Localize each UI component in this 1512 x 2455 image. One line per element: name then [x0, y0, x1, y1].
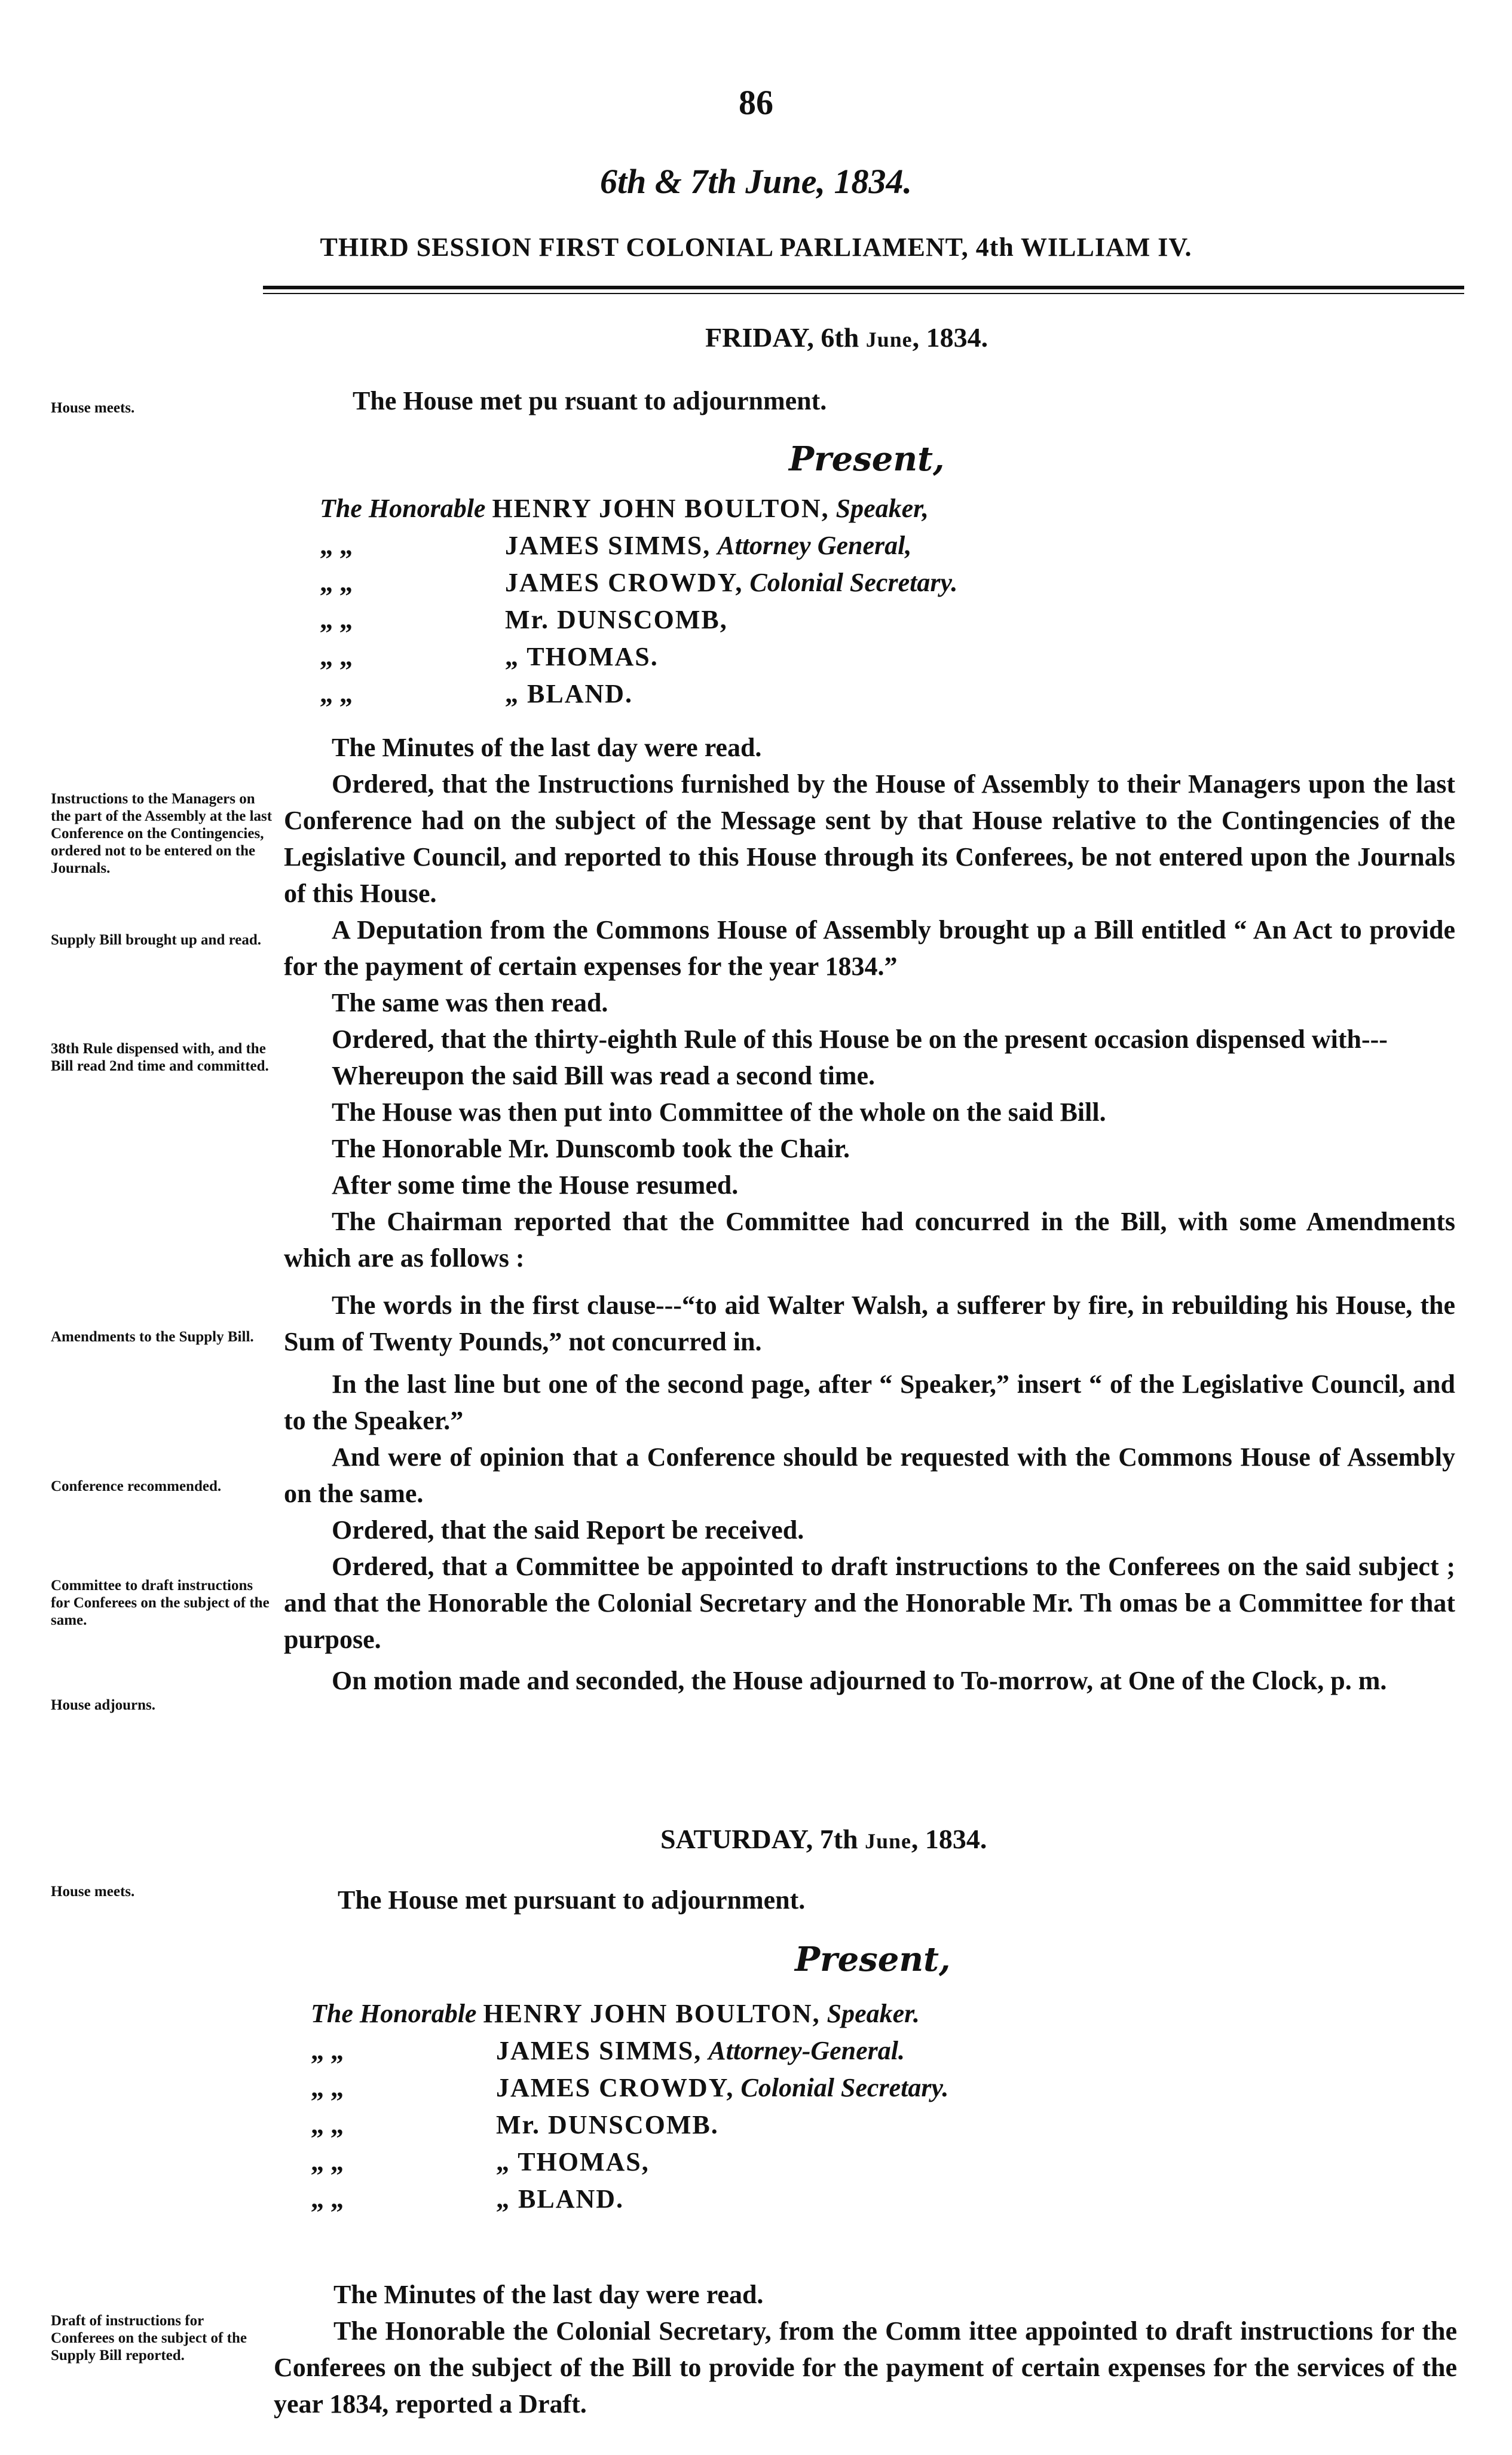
- margin-note-rule-38: 38th Rule dispensed with, and the Bill read 2nd time and committed.: [51, 1041, 269, 1074]
- present-member: „ „ Mr. DUNSCOMB,: [320, 605, 728, 634]
- friday-present-list: [320, 490, 957, 713]
- paragraph: In the last line but one of the second page, after “ Speaker,” insert “ of the Legislative Council, and to the Speaker.”: [284, 1369, 1455, 1435]
- page-date-title: 6th & 7th June, 1834.: [599, 162, 913, 201]
- paragraph: Ordered, that the Instructions furnished by the House of Assembly to their Managers upon the last Conference had on the subject of the Message sent by that House relative to the Contingencies of the Legislative Council, and reported to this House through its Conferees, be not entered upon the Journals of this House.: [284, 769, 1455, 908]
- session-title: THIRD SESSION FIRST COLONIAL PARLIAMENT, 4th WILLIAM IV.: [320, 233, 1192, 262]
- present-member: „ „ „ THOMAS,: [311, 2147, 650, 2176]
- friday-body: [284, 729, 1455, 1699]
- margin-note-amendments: Amendments to the Supply Bill.: [51, 1329, 254, 1345]
- friday-present-label: Present,: [789, 439, 945, 479]
- page-number: 86: [739, 83, 773, 122]
- paragraph: Whereupon the said Bill was read a second time.: [332, 1061, 875, 1090]
- paragraph: The Chairman reported that the Committee had concurred in the Bill, with some Amendments which are as follows :: [284, 1207, 1455, 1273]
- friday-heading: FRIDAY, 6th June, 1834.: [705, 322, 988, 353]
- present-member: „ „ Mr. DUNSCOMB.: [311, 2110, 719, 2139]
- paragraph: The same was then read.: [332, 988, 608, 1017]
- margin-note-house-meets-saturday: House meets.: [51, 1884, 135, 1900]
- paragraph: After some time the House resumed.: [332, 1170, 739, 1200]
- paragraph: On motion made and seconded, the House adjourned to To-morrow, at One of the Clock, p. m.: [332, 1666, 1387, 1695]
- present-member: „ „ JAMES CROWDY, Colonial Secretary.: [311, 2073, 949, 2102]
- header-rule-thin: [263, 293, 1464, 294]
- saturday-present-label: Present,: [795, 1940, 951, 1979]
- saturday-heading: SATURDAY, 7th June, 1834.: [660, 1824, 987, 1854]
- margin-note-committee-draft: Committee to draft instructions for Conferees on the subject of the same.: [51, 1577, 270, 1628]
- present-member: „ „ JAMES CROWDY, Colonial Secretary.: [320, 568, 958, 597]
- present-member: „ „ JAMES SIMMS, Attorney General,: [320, 531, 912, 560]
- paragraph: A Deputation from the Commons House of Assembly brought up a Bill entitled “ An Act to provide for the payment of certain expenses for the year 1834.”: [284, 915, 1455, 981]
- paragraph: The House was then put into Committee of the whole on the said Bill.: [332, 1097, 1106, 1127]
- paragraph: The Honorable the Colonial Secretary, from the Comm ittee appointed to draft instructions for the Conferees on the subject of the Bill to provide for the payment of certain expenses for the services of the year 1834, reported a Draft.: [274, 2316, 1457, 2419]
- margin-note-house-meets: House meets.: [51, 400, 135, 416]
- present-member: The Honorable HENRY JOHN BOULTON, Speaker.: [311, 1999, 920, 2028]
- paragraph: The Minutes of the last day were read.: [332, 733, 762, 762]
- paragraph: Ordered, that a Committee be appointed to draft instructions to the Conferees on the said subject ; and that the Honorable the Colonial Secretary and the Honorable Mr. Th omas be a Committee for that purpose.: [284, 1552, 1455, 1654]
- saturday-met-text: The House met pursuant to adjournment.: [338, 1885, 806, 1915]
- paragraph: Ordered, that the thirty-eighth Rule of this House be on the present occasion dispensed with---: [332, 1025, 1388, 1054]
- present-member: „ „ „ THOMAS.: [320, 642, 659, 671]
- saturday-body: [274, 2276, 1457, 2422]
- friday-met-text: The House met pu rsuant to adjournment.: [353, 386, 827, 415]
- saturday-present-list: [311, 1995, 948, 2218]
- paragraph: The Minutes of the last day were read.: [333, 2280, 764, 2309]
- margin-note-draft-reported: Draft of instructions for Conferees on the subject of the Supply Bill reported.: [51, 2313, 247, 2364]
- margin-note-conference: Conference recommended.: [51, 1478, 222, 1494]
- margin-note-supply-bill: Supply Bill brought up and read.: [51, 932, 262, 948]
- margin-note-house-adjourns: House adjourns.: [51, 1697, 156, 1713]
- present-member: „ „ „ BLAND.: [320, 679, 633, 708]
- paragraph: The Honorable Mr. Dunscomb took the Chair.: [332, 1134, 850, 1163]
- present-member: The Honorable HENRY JOHN BOULTON, Speaker,: [320, 494, 929, 523]
- present-member: „ „ „ BLAND.: [311, 2184, 625, 2214]
- paragraph: The words in the first clause---“to aid Walter Walsh, a sufferer by fire, in rebuilding his House, the Sum of Twenty Pounds,” not concurred in.: [284, 1291, 1455, 1356]
- margin-note-instructions: Instructions to the Managers on the part of the Assembly at the last Conference on the Contingencies, ordered not to be entered on the Journals.: [51, 791, 273, 876]
- paragraph: Ordered, that the said Report be received.: [332, 1515, 804, 1545]
- present-member: „ „ JAMES SIMMS, Attorney-General.: [311, 2036, 905, 2065]
- paragraph: And were of opinion that a Conference should be requested with the Commons House of Assembly on the same.: [284, 1442, 1455, 1508]
- header-rule: [263, 286, 1464, 289]
